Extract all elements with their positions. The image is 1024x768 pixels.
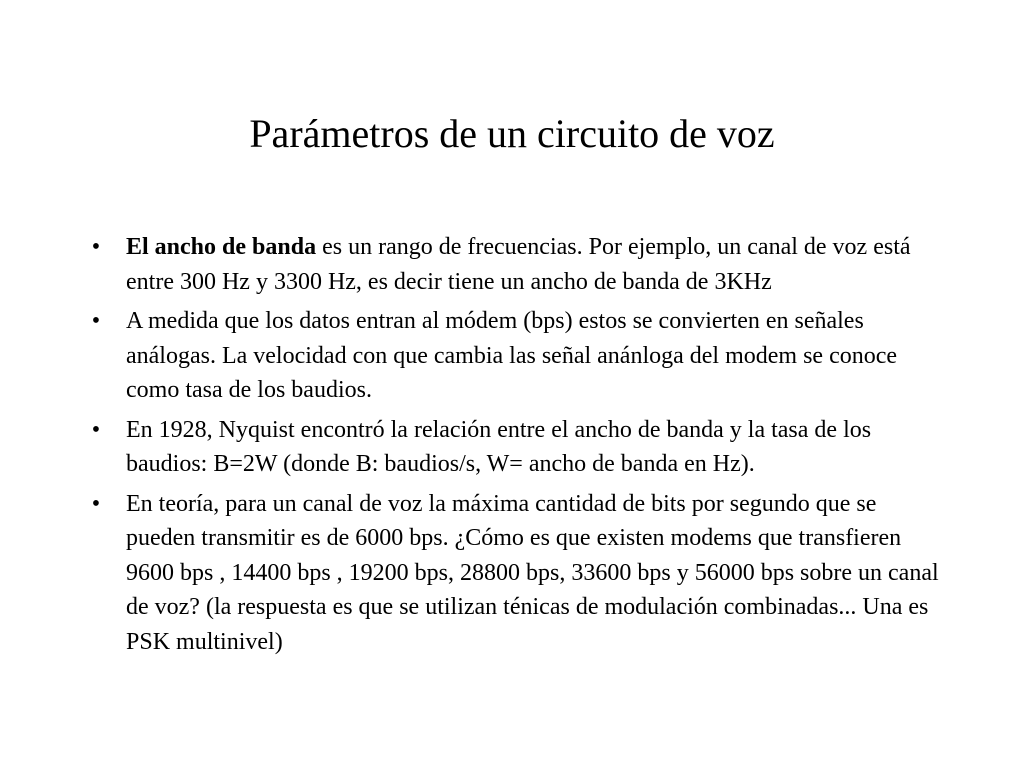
bullet-list [86, 230, 946, 664]
bullet-text: En 1928, Nyquist encontró la relación entre el ancho de banda y la tasa de los baudios: B=2W (donde B: baudios/s, W= ancho de banda en Hz). [126, 416, 872, 477]
bullet-item-modem-baud [86, 304, 946, 408]
bullet-icon: • [91, 234, 101, 260]
bullet-icon: • [91, 490, 101, 517]
bullet-text: A medida que los datos entran al módem (bps) estos se convierten en señales análogas. La velocidad con que cambia las señal anánloga del modem se conoce como tasa de los baudios. [126, 308, 898, 403]
bullet-item-bandwidth [86, 230, 946, 299]
bullet-bold-lead: El ancho de banda [126, 234, 317, 260]
slide-title: Parámetros de un circuito de voz [249, 111, 775, 156]
bullet-icon: • [91, 308, 101, 334]
bullet-text: es un rango de frecuencias. Por ejemplo, un canal de voz está entre 300 Hz y 3300 Hz, es decir tiene un ancho de banda de 3KHz [126, 234, 911, 295]
bullet-text: En teoría, para un canal de voz la máxima cantidad de bits por segundo que se pueden transmitir es de 6000 bps. ¿Cómo es que existen modems que transfieren 9600 bps , 14400 bps , 19200 bps, 28800 bps, 33600 bps y 56000 bps sobre un canal de voz? (la respuesta es que se utilizan ténicas de modulación combinadas... Una es PSK multinivel) [126, 490, 939, 655]
bullet-item-max-bps [86, 487, 946, 660]
bullet-icon: • [91, 416, 101, 443]
bullet-item-nyquist [86, 413, 946, 482]
